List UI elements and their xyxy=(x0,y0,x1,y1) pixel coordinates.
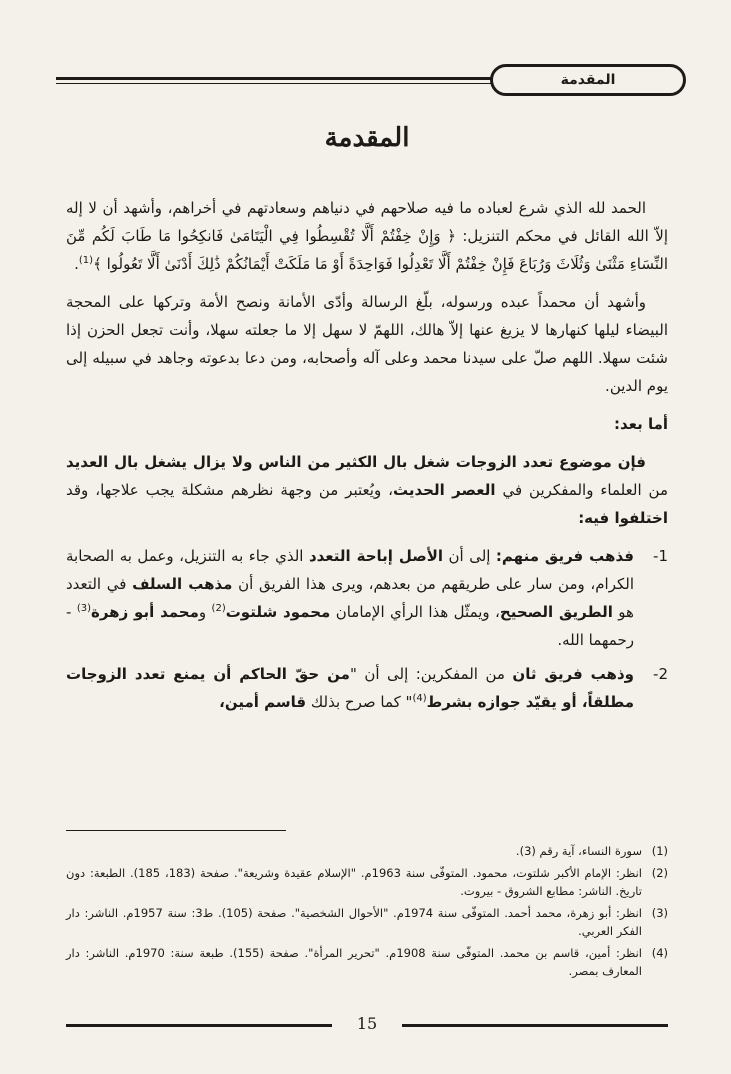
footnote xyxy=(66,864,668,900)
footnote-number: (2) xyxy=(651,866,668,880)
page-footer xyxy=(66,1016,668,1036)
footnote-number: (1) xyxy=(651,844,668,858)
list-item-text: و xyxy=(198,603,207,621)
footnote xyxy=(66,904,668,940)
list-item-emphasis: الطريق الصحيح xyxy=(499,603,613,621)
page-header xyxy=(56,60,686,96)
list-item-text: في التعدد هو xyxy=(66,575,634,621)
list-item-number: -1 xyxy=(653,547,668,565)
footnote xyxy=(66,842,668,860)
footnote xyxy=(66,944,668,980)
page-title: المقدمة xyxy=(324,123,410,153)
footer-rule-right xyxy=(402,1024,668,1027)
footnote-number: (4) xyxy=(651,946,668,960)
list-item xyxy=(66,542,668,654)
footnote-separator xyxy=(66,830,286,831)
topic-disagreement: اختلفوا فيه: xyxy=(578,509,668,527)
footnote-text: انظر: أبو زهرة، محمد أحمد. المتوفّى سنة 1974م. "الأحوال الشخصية". صفحة (105). ط3: سنة 1957م. الناشر: دار الفكر العربي. xyxy=(66,906,643,938)
footnote-ref-3: (3) xyxy=(76,603,91,614)
topic-lead: فإن موضوع تعدد الزوجات شغل بال الكثير من الناس ولا يزال يشغل بال العديد xyxy=(66,453,646,471)
list-item-emphasis: الأصل إباحة التعدد xyxy=(308,547,444,565)
list-item-emphasis: محمود شلتوت xyxy=(225,603,331,621)
topic-modern-era: العصر الحديث xyxy=(392,481,496,499)
list-item-text: من المفكرين: إلى أن " xyxy=(349,665,505,683)
list-item-text: ، ويمثّل هذا الرأي الإمامان xyxy=(335,603,500,621)
footer-rule-left xyxy=(66,1024,332,1027)
header-section-label: المقدمة xyxy=(490,64,686,96)
page-number: 15 xyxy=(356,1014,378,1033)
list-item-emphasis: قاسم أمين، xyxy=(219,693,307,711)
list-item-text: إلى أن xyxy=(448,547,491,565)
list-item-lead: وذهب فريق ثان xyxy=(512,665,634,683)
footnote-text: انظر: أمين، قاسم بن محمد. المتوفّى سنة 1908م. "تحرير المرأة". صفحة (155). طبعة سنة: 1970م. الناشر: دار المعارف بمصر. xyxy=(66,946,643,978)
footnote-text: انظر: الإمام الأكبر شلتوت، محمود. المتوفّى سنة 1963م. "الإسلام عقيدة وشريعة". صفحة (183، 185). الطبعة: دون تاريخ. الناشر: مطابع الشروق - بيروت. xyxy=(66,866,642,898)
footnote-number: (3) xyxy=(651,906,668,920)
topic-text-b: ، ويُعتبر من وجهة نظرهم مشكلة يجب علاجها، وقد xyxy=(66,481,393,499)
paragraph-topic xyxy=(66,448,668,532)
footnotes xyxy=(66,842,668,984)
paragraph-praise-text: الحمد لله الذي شرع لعباده ما فيه صلاحهم في دنياهم وسعادتهم في أخراهم، وأشهد أن لا إله إلاّ الله القائل في محكم التنزيل: ﴿ وَإِنْ خِفْتُمْ أَلَّا تُقْسِطُوا فِي الْيَتَامَىٰ فَانكِحُوا مَا طَابَ لَكُم مِّنَ النِّسَاءِ مَثْنَىٰ وَثُلَاثَ وَرُبَاعَ فَإِنْ خِفْتُمْ أَلَّا تَعْدِلُوا فَوَاحِدَةً أَوْ مَا مَلَكَتْ أَيْمَانُكُمْ ذَٰلِكَ أَدْنَىٰ أَلَّا تَعُولُوا ﴾ xyxy=(66,199,668,273)
paragraph-praise: الحمد لله الذي شرع لعباده ما فيه صلاحهم في دنياهم وسعادتهم في أخراهم، وأشهد أن لا إله إلاّ الله القائل في محكم التنزيل: ﴿ وَإِنْ خِفْتُمْ أَلَّا تُقْسِطُوا فِي الْيَتَامَىٰ فَانكِحُوا مَا طَابَ لَكُم مِّنَ النِّسَاءِ مَثْنَىٰ وَثُلَاثَ وَرُبَاعَ فَإِنْ خِفْتُمْ أَلَّا تَعْدِلُوا فَوَاحِدَةً أَوْ مَا مَلَكَتْ أَيْمَانُكُمْ ذَٰلِكَ أَدْنَىٰ أَلَّا تَعُولُوا ﴾$^{(1)}$. xyxy=(66,199,668,273)
list-item-emphasis: من حقّ الحاكم أن يمنع تعدد الزوجات مطلقاً، أو يقيّد جوازه بشرط xyxy=(66,665,634,711)
list-item-lead: فذهب فريق منهم: xyxy=(495,547,634,565)
opinions-list xyxy=(66,542,668,716)
paragraph-testimony: وأشهد أن محمداً عبده ورسوله، بلّغ الرسالة وأدّى الأمانة ونصح الأمة وتركها على المحجة البيضاء ليلها كنهارها لا يزيغ عنها إلاّ هالك، اللهمّ لا سهل إلا ما جعلته سهلا، وأنت تجعل الحزن إذا شئت سهلا. اللهم صلّ على سيدنا محمد وعلى آله وأصحابه، ومن دعا بدعوته وجاهد في سبيله إلى يوم الدين. xyxy=(66,293,668,395)
list-item-text: - رحمهما الله. xyxy=(66,603,634,649)
footnote-ref-4: (4) xyxy=(412,693,427,704)
list-item-emphasis: محمد أبو زهرة xyxy=(91,603,199,621)
topic-text-a: من العلماء والمفكرين في xyxy=(502,481,669,499)
page-body xyxy=(66,118,668,722)
footnote-text: سورة النساء، آية رقم (3). xyxy=(515,844,642,858)
list-item-emphasis: مذهب السلف xyxy=(132,575,233,593)
paragraph-amma-bad: أما بعد: xyxy=(613,415,668,433)
list-item xyxy=(66,660,668,716)
footnote-ref-2: (2) xyxy=(211,603,226,614)
list-item-number: -2 xyxy=(653,665,668,683)
footnote-ref-1: (1) xyxy=(78,255,94,266)
list-item-text: الذي جاء به التنزيل، وعمل به الصحابة الكرام، ومن سار على طريقهم من بعدهم، ويرى هذا الفريق أن xyxy=(66,547,634,593)
list-item-text: " كما صرح بذلك xyxy=(310,693,413,711)
